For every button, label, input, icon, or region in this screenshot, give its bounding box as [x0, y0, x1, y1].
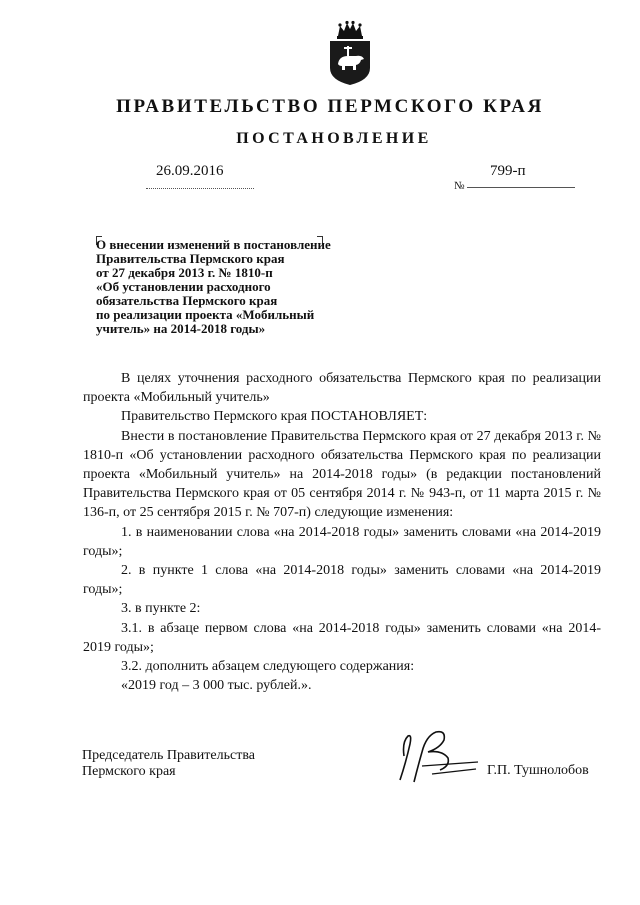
- resolves-paragraph: Правительство Пермского края ПОСТАНОВЛЯЕТ:: [121, 409, 428, 425]
- date-underline: [146, 188, 254, 189]
- government-title: ПРАВИТЕЛЬСТВО ПЕРМСКОГО КРАЯ: [116, 96, 544, 117]
- subject-line: Правительства Пермского края: [96, 251, 285, 266]
- subject-line: по реализации проекта «Мобильный: [96, 307, 315, 322]
- document-body: [83, 369, 601, 695]
- intro-paragraph: В целях уточнения расходного обязательства Пермского края по реализации проекта «Мобильный учитель»: [83, 371, 601, 406]
- item-1: 1. в наименовании слова «на 2014-2018 годы» заменить словами «на 2014-2019 годы»;: [83, 524, 601, 559]
- item-2: 2. в пункте 1 слова «на 2014-2018 годы» заменить словами «на 2014-2019 годы»;: [83, 563, 601, 598]
- document-subject: [96, 238, 416, 336]
- document-type: ПОСТАНОВЛЕНИЕ: [236, 130, 432, 147]
- item-3-1: 3.1. в абзаце первом слова «на 2014-2018 годы» заменить словами «на 2014-2019 годы»;: [83, 620, 601, 655]
- subject-line: «Об установлении расходного: [96, 279, 271, 294]
- document-date: 26.09.2016: [156, 163, 224, 179]
- position-line: Председатель Правительства: [82, 748, 255, 763]
- item-3-2: 3.2. дополнить абзацем следующего содержания:: [121, 659, 415, 675]
- subject-line: учитель» на 2014-2018 годы»: [96, 321, 266, 336]
- signatory-position: [82, 748, 255, 780]
- number-underline: [467, 187, 575, 188]
- main-paragraph: Внести в постановление Правительства Пермского края от 27 декабря 2013 г. № 1810-п «Об установлении расходного обязательства Пермского края по реализации проекта «Мобильный учитель» на 2014-2018 годы» (в редакции постановлений Правительства Пермского края от 05 сентября 2014 г. № 943-п, от 11 марта 2015 г. № 136-п, от 25 сентября 2015 г. № 707-п) следующие изменения:: [83, 428, 601, 521]
- coat-of-arms-emblem: [326, 20, 374, 86]
- position-line: Пермского края: [82, 764, 176, 779]
- subject-line: от 27 декабря 2013 г. № 1810-п: [96, 265, 273, 280]
- quote-paragraph: «2019 год – 3 000 тыс. рублей.».: [121, 678, 312, 694]
- subject-line: обязательства Пермского края: [96, 293, 278, 308]
- document-number: 799-п: [490, 163, 526, 179]
- number-label: №: [454, 180, 465, 192]
- handwritten-signature: [392, 722, 482, 787]
- subject-line: О внесении изменений в постановление: [96, 237, 331, 252]
- item-3: 3. в пункте 2:: [121, 601, 201, 617]
- signatory-name: Г.П. Тушнолобов: [487, 763, 589, 778]
